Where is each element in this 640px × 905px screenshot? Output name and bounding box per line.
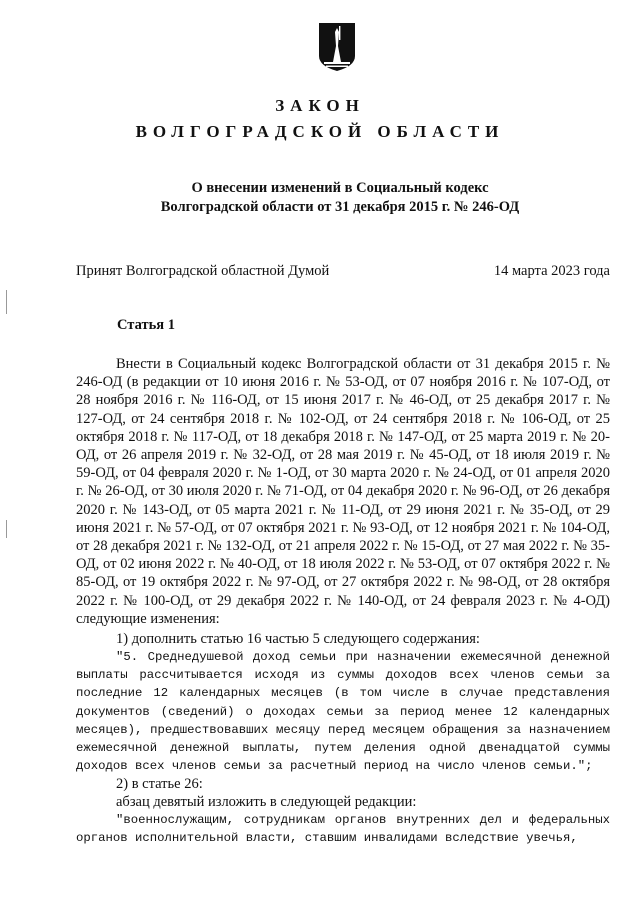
adoption-info <box>76 263 610 280</box>
document-title: ЗАКОН <box>275 96 365 115</box>
amendment-item-2: 2) в статье 26: <box>116 776 203 792</box>
coat-of-arms-icon <box>318 22 356 72</box>
document-subtitle-line2: Волгоградской области от 31 декабря 2015 г. № 246-ОД <box>160 199 520 215</box>
amendment-quote-2: "военнослужащим, сотрудникам органов внутренних дел и федеральных органов исполнительной власти, ставшим инвалидами вследствие увечья, <box>76 813 610 846</box>
document-subtitle-line1: О внесении изменений в Социальный кодекс <box>191 180 489 196</box>
scan-edge-mark <box>6 520 7 538</box>
amendment-item-1: 1) дополнить статью 16 частью 5 следующего содержания: <box>116 631 480 647</box>
adoption-date: 14 марта 2023 года <box>493 263 610 279</box>
document-region: ВОЛГОГРАДСКОЙ ОБЛАСТИ <box>135 122 505 141</box>
article-intro-paragraph: Внести в Социальный кодекс Волгоградской области от 31 декабря 2015 г. № 246-ОД (в редакции от 10 июня 2016 г. № 53-ОД, от 07 ноября 2016 г. № 107-ОД, от 28 ноября 2016 г. № 116-ОД, от 15 июня 2017 г. № 46-ОД, от 25 декабря 2017 г. № 127-ОД, от 24 сентября 2018 г. № 102-ОД, от 24 сентября 2018 г. № 106-ОД, от 25 октября 2018 г. № 117-ОД, от 18 декабря 2018 г. № 147-ОД, от 25 марта 2019 г. № 20-ОД, от 26 апреля 2019 г. № 32-ОД, от 28 мая 2019 г. № 45-ОД, от 18 июля 2019 г. № 59-ОД, от 04 февраля 2020 г. № 1-ОД, от 30 марта 2020 г. № 24-ОД, от 01 апреля 2020 г. № 26-ОД, от 30 июля 2020 г. № 71-ОД, от 04 декабря 2020 г. № 96-ОД, от 26 декабря 2020 г. № 143-ОД, от 05 марта 2021 г. № 11-ОД, от 29 июня 2021 г. № 35-ОД, от 29 июня 2021 г. № 57-ОД, от 07 октября 2021 г. № 93-ОД, от 12 ноября 2021 г. № 104-ОД, от 28 декабря 2021 г. № 132-ОД, от 21 апреля 2022 г. № 15-ОД, от 27 мая 2022 г. № 35-ОД, от 02 июня 2022 г. № 40-ОД, от 18 июля 2022 г. № 53-ОД, от 07 октября 2022 г. № 85-ОД, от 19 октября 2022 г. № 97-ОД, от 27 октября 2022 г. № 98-ОД, от 28 октября 2022 г. № 100-ОД, от 29 декабря 2022 г. № 140-ОД, от 24 февраля 2023 г. № 4-ОД) следующие изменения: <box>76 356 610 627</box>
adopted-by: Принят Волгоградской областной Думой <box>76 263 330 279</box>
article-heading: Статья 1 <box>117 317 175 333</box>
scan-edge-mark <box>6 290 7 314</box>
amendment-item-2-sub: абзац девятый изложить в следующей редакции: <box>116 794 417 810</box>
amendment-quote-1: "5. Среднедушевой доход семьи при назначении ежемесячной денежной выплаты рассчитывается исходя из суммы доходов всех членов семьи за последние 12 календарных месяцев (в том числе в случае представления документов (сведений) о доходах семьи за период менее 12 календарных месяцев), предшествовавших месяцу перед месяцем обращения за назначением ежемесячной денежной выплаты, путем деления одной двенадцатой суммы доходов всех членов семьи за расчетный период на число членов семьи."; <box>76 650 610 774</box>
